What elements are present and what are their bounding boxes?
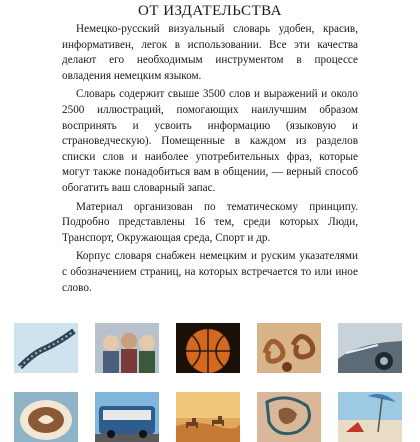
thumbnail-pretzels — [257, 323, 321, 373]
paragraph: Корпус словаря снабжен немецким и руским указателями с обозначением страниц, на которых встречается то или иное слово. — [62, 250, 358, 294]
thumbnail-basketball — [176, 323, 240, 373]
thumbnail-bus — [95, 392, 159, 442]
thumbnail-strip — [14, 323, 406, 442]
thumbnail-tattoo — [257, 392, 321, 442]
thumbnail-beach — [338, 392, 402, 442]
paragraph: Словарь содержит свыше 3500 слов и выражений и около 2500 иллюстраций, помогающих наилучшим образом воспринять и усвоить информацию (языковую и страноведческую). Помещенные в каждом из разделов списки слов и наиболее употребительных фраз, которые могут также понадобиться вам в общении, — верный способ обогатить ваш словарный запас. — [62, 88, 358, 194]
thumbnail-spiral-staircase — [14, 323, 78, 373]
thumbnail-cappuccino — [14, 392, 78, 442]
paragraph: Немецко-русский визуальный словарь удобен, красив, информативен, легок в использовании. Все эти качества делают его необходимым инструментом в процессе овладения немецким языком. — [62, 23, 358, 82]
thumbnail-people — [95, 323, 159, 373]
paragraph: Материал организован по тематическому принципу. Подробно представлены 16 тем, среди которых Люди, Транспорт, Окружающая среда, Спорт и др. — [62, 200, 358, 244]
publisher-note — [62, 22, 358, 299]
thumbnail-desert — [176, 392, 240, 442]
thumbnail-car — [338, 323, 402, 373]
page-heading: ОТ ИЗДАТЕЛЬСТВА — [137, 3, 283, 19]
